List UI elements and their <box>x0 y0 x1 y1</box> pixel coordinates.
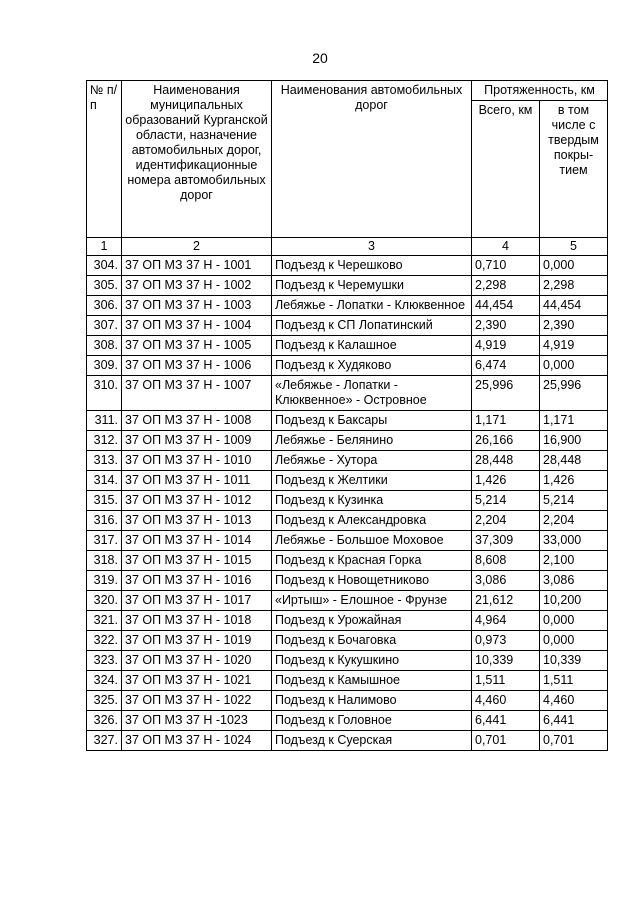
cell-road-id: 37 ОП МЗ 37 Н - 1024 <box>122 731 272 751</box>
cell-length-total: 1,426 <box>472 471 540 491</box>
cell-road-id: 37 ОП МЗ 37 Н - 1018 <box>122 611 272 631</box>
cell-road-id: 37 ОП МЗ 37 Н - 1021 <box>122 671 272 691</box>
cell-length-hard: 16,900 <box>540 431 608 451</box>
cell-length-total: 2,204 <box>472 511 540 531</box>
cell-length-hard: 1,511 <box>540 671 608 691</box>
column-number: 2 <box>122 238 272 256</box>
cell-road-name: Подъезд к Черемушки <box>272 276 472 296</box>
cell-road-name: Лебяжье - Белянино <box>272 431 472 451</box>
table-row <box>87 551 608 571</box>
cell-road-name: Лебяжье - Хутора <box>272 451 472 471</box>
cell-length-total: 10,339 <box>472 651 540 671</box>
table-row <box>87 631 608 651</box>
table-row <box>87 491 608 511</box>
cell-road-name: Подъезд к Суерская <box>272 731 472 751</box>
cell-road-id: 37 ОП МЗ 37 Н - 1010 <box>122 451 272 471</box>
header-length: Протяженность, км <box>472 81 608 101</box>
table-row <box>87 571 608 591</box>
header-road-name: Наименования автомобильных дорог <box>272 81 472 238</box>
cell-length-hard: 4,460 <box>540 691 608 711</box>
roads-table <box>86 80 608 751</box>
cell-road-name: Подъезд к Худяково <box>272 356 472 376</box>
cell-road-name: «Лебяжье - Лопатки - Клюквенное» - Островное <box>272 376 472 411</box>
cell-length-hard: 2,100 <box>540 551 608 571</box>
cell-road-name: Подъезд к Бочаговка <box>272 631 472 651</box>
cell-length-hard: 44,454 <box>540 296 608 316</box>
cell-road-name: «Иртыш» - Елошное - Фрунзе <box>272 591 472 611</box>
cell-road-name: Подъезд к СП Лопатинский <box>272 316 472 336</box>
cell-length-total: 0,710 <box>472 256 540 276</box>
cell-row-number: 319. <box>87 571 122 591</box>
cell-length-hard: 2,298 <box>540 276 608 296</box>
cell-row-number: 322. <box>87 631 122 651</box>
table-row <box>87 256 608 276</box>
cell-road-name: Подъезд к Новощетниково <box>272 571 472 591</box>
table-row <box>87 731 608 751</box>
cell-length-total: 2,390 <box>472 316 540 336</box>
cell-road-id: 37 ОП МЗ 37 Н - 1012 <box>122 491 272 511</box>
cell-length-total: 26,166 <box>472 431 540 451</box>
cell-row-number: 307. <box>87 316 122 336</box>
cell-length-hard: 5,214 <box>540 491 608 511</box>
column-number: 5 <box>540 238 608 256</box>
cell-row-number: 325. <box>87 691 122 711</box>
cell-length-hard: 4,919 <box>540 336 608 356</box>
cell-road-name: Лебяжье - Большое Моховое <box>272 531 472 551</box>
cell-road-name: Подъезд к Камышное <box>272 671 472 691</box>
cell-road-id: 37 ОП МЗ 37 Н - 1007 <box>122 376 272 411</box>
header-row <box>87 81 608 101</box>
cell-road-id: 37 ОП МЗ 37 Н - 1022 <box>122 691 272 711</box>
cell-row-number: 318. <box>87 551 122 571</box>
header-num: № п/п <box>87 81 122 238</box>
cell-road-id: 37 ОП МЗ 37 Н - 1011 <box>122 471 272 491</box>
cell-length-hard: 2,390 <box>540 316 608 336</box>
cell-length-hard: 2,204 <box>540 511 608 531</box>
cell-road-id: 37 ОП МЗ 37 Н - 1009 <box>122 431 272 451</box>
table-row <box>87 671 608 691</box>
cell-row-number: 314. <box>87 471 122 491</box>
cell-length-total: 0,701 <box>472 731 540 751</box>
cell-length-total: 21,612 <box>472 591 540 611</box>
header-municipal: Наименования муниципальных образований Курганской области, назначение автомобильных дорог, идентификационные номера автомобильных дорог <box>122 81 272 238</box>
cell-length-total: 25,996 <box>472 376 540 411</box>
cell-length-total: 5,214 <box>472 491 540 511</box>
cell-length-hard: 28,448 <box>540 451 608 471</box>
cell-road-id: 37 ОП МЗ 37 Н - 1006 <box>122 356 272 376</box>
cell-length-total: 8,608 <box>472 551 540 571</box>
cell-row-number: 316. <box>87 511 122 531</box>
table-row <box>87 336 608 356</box>
cell-length-hard: 1,426 <box>540 471 608 491</box>
cell-road-name: Лебяжье - Лопатки - Клюквенное <box>272 296 472 316</box>
cell-length-hard: 0,000 <box>540 631 608 651</box>
cell-road-id: 37 ОП МЗ 37 Н - 1013 <box>122 511 272 531</box>
header-hard-surface: в том числе с твердым покры-тием <box>540 101 608 238</box>
cell-length-hard: 6,441 <box>540 711 608 731</box>
cell-length-total: 4,964 <box>472 611 540 631</box>
table-row <box>87 316 608 336</box>
cell-length-total: 3,086 <box>472 571 540 591</box>
cell-length-total: 37,309 <box>472 531 540 551</box>
table-row <box>87 431 608 451</box>
table-row <box>87 511 608 531</box>
cell-row-number: 321. <box>87 611 122 631</box>
cell-length-total: 44,454 <box>472 296 540 316</box>
cell-row-number: 324. <box>87 671 122 691</box>
column-number: 4 <box>472 238 540 256</box>
cell-length-total: 6,474 <box>472 356 540 376</box>
cell-road-name: Подъезд к Черешково <box>272 256 472 276</box>
cell-road-id: 37 ОП МЗ 37 Н - 1015 <box>122 551 272 571</box>
cell-length-total: 1,511 <box>472 671 540 691</box>
page-number: 20 <box>312 50 328 66</box>
table-row <box>87 296 608 316</box>
table-row <box>87 651 608 671</box>
column-number-row <box>87 238 608 256</box>
header-total: Всего, км <box>472 101 540 238</box>
cell-road-id: 37 ОП МЗ 37 Н - 1014 <box>122 531 272 551</box>
cell-length-total: 4,919 <box>472 336 540 356</box>
cell-road-name: Подъезд к Головное <box>272 711 472 731</box>
cell-row-number: 327. <box>87 731 122 751</box>
table-row <box>87 531 608 551</box>
table-row <box>87 451 608 471</box>
cell-row-number: 309. <box>87 356 122 376</box>
cell-road-name: Подъезд к Александровка <box>272 511 472 531</box>
cell-length-hard: 10,200 <box>540 591 608 611</box>
cell-length-total: 0,973 <box>472 631 540 651</box>
cell-row-number: 312. <box>87 431 122 451</box>
cell-row-number: 311. <box>87 411 122 431</box>
cell-length-hard: 25,996 <box>540 376 608 411</box>
table-row <box>87 591 608 611</box>
cell-road-name: Подъезд к Кузинка <box>272 491 472 511</box>
cell-row-number: 308. <box>87 336 122 356</box>
cell-road-name: Подъезд к Урожайная <box>272 611 472 631</box>
cell-row-number: 320. <box>87 591 122 611</box>
cell-length-hard: 10,339 <box>540 651 608 671</box>
table-body <box>87 256 608 751</box>
cell-road-id: 37 ОП МЗ 37 Н - 1005 <box>122 336 272 356</box>
table-row <box>87 471 608 491</box>
cell-road-id: 37 ОП МЗ 37 Н - 1016 <box>122 571 272 591</box>
cell-row-number: 313. <box>87 451 122 471</box>
table-row <box>87 411 608 431</box>
cell-length-hard: 1,171 <box>540 411 608 431</box>
cell-road-id: 37 ОП МЗ 37 Н - 1008 <box>122 411 272 431</box>
column-number: 1 <box>87 238 122 256</box>
cell-row-number: 323. <box>87 651 122 671</box>
table-row <box>87 611 608 631</box>
cell-row-number: 317. <box>87 531 122 551</box>
cell-road-id: 37 ОП МЗ 37 Н - 1019 <box>122 631 272 651</box>
cell-road-name: Подъезд к Калашное <box>272 336 472 356</box>
cell-road-name: Подъезд к Желтики <box>272 471 472 491</box>
cell-length-hard: 3,086 <box>540 571 608 591</box>
cell-road-id: 37 ОП МЗ 37 Н - 1001 <box>122 256 272 276</box>
cell-length-total: 1,171 <box>472 411 540 431</box>
cell-road-name: Подъезд к Налимово <box>272 691 472 711</box>
column-number: 3 <box>272 238 472 256</box>
table-row <box>87 276 608 296</box>
cell-length-hard: 0,000 <box>540 611 608 631</box>
cell-length-hard: 0,000 <box>540 256 608 276</box>
table-row <box>87 376 608 411</box>
cell-road-id: 37 ОП МЗ 37 Н - 1003 <box>122 296 272 316</box>
table-row <box>87 356 608 376</box>
cell-length-total: 28,448 <box>472 451 540 471</box>
cell-road-id: 37 ОП МЗ 37 Н -1023 <box>122 711 272 731</box>
cell-road-id: 37 ОП МЗ 37 Н - 1020 <box>122 651 272 671</box>
cell-row-number: 310. <box>87 376 122 411</box>
cell-road-id: 37 ОП МЗ 37 Н - 1002 <box>122 276 272 296</box>
cell-road-name: Подъезд к Кукушкино <box>272 651 472 671</box>
cell-road-name: Подъезд к Красная Горка <box>272 551 472 571</box>
table-row <box>87 691 608 711</box>
cell-length-hard: 0,000 <box>540 356 608 376</box>
cell-road-id: 37 ОП МЗ 37 Н - 1017 <box>122 591 272 611</box>
cell-length-total: 4,460 <box>472 691 540 711</box>
cell-road-id: 37 ОП МЗ 37 Н - 1004 <box>122 316 272 336</box>
cell-row-number: 305. <box>87 276 122 296</box>
cell-row-number: 304. <box>87 256 122 276</box>
cell-length-hard: 0,701 <box>540 731 608 751</box>
cell-length-total: 6,441 <box>472 711 540 731</box>
table-row <box>87 711 608 731</box>
cell-row-number: 306. <box>87 296 122 316</box>
cell-length-total: 2,298 <box>472 276 540 296</box>
cell-row-number: 326. <box>87 711 122 731</box>
cell-row-number: 315. <box>87 491 122 511</box>
cell-length-hard: 33,000 <box>540 531 608 551</box>
cell-road-name: Подъезд к Баксары <box>272 411 472 431</box>
